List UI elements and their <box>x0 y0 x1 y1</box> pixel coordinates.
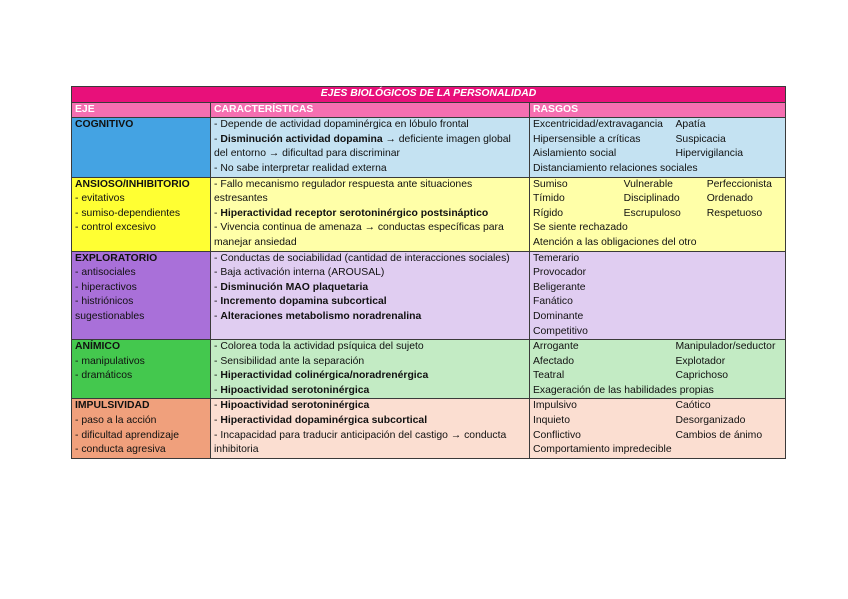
rasgo: Caprichoso <box>675 370 729 382</box>
caracteristica-item: - Hipoactividad serotoninérgica <box>214 384 370 396</box>
rasgo: Cambios de ánimo <box>675 429 763 441</box>
rasgo: Distanciamiento relaciones sociales <box>533 162 698 174</box>
eje-subtype: sugestionables <box>75 310 145 322</box>
eje-subtype: - sumiso-dependientes <box>75 207 181 219</box>
personality-axes-table <box>71 86 786 459</box>
caracteristica-item: - Disminución actividad dopamina → deficiente imagen global del entorno → dificultad para discriminar <box>214 133 511 160</box>
eje-cell <box>72 399 211 458</box>
rasgos-cell <box>530 251 786 340</box>
rasgo: Tímido <box>533 193 565 205</box>
rasgo: Manipulador/seductor <box>675 341 776 353</box>
rasgo: Ordenado <box>706 193 753 205</box>
eje-subtype: - histriónicos <box>75 296 134 308</box>
rasgo: Apatía <box>675 119 706 131</box>
caracteristica-item: - Hipoactividad serotoninérgica <box>214 400 370 412</box>
caracteristica-item: - Baja activación interna (AROUSAL) <box>214 267 385 279</box>
caracteristica-item: - Incapacidad para traducir anticipación del castigo → conducta inhibitoria <box>214 429 507 456</box>
eje-name: EXPLORATORIO <box>75 252 158 264</box>
rasgo: Hipervigilancia <box>675 148 744 160</box>
caracteristica-item: - Depende de actividad dopaminérgica en lóbulo frontal <box>214 119 469 131</box>
caracteristicas-cell <box>211 177 530 251</box>
rasgo: Atención a las obligaciones del otro <box>533 236 697 248</box>
caracteristica-item: - Fallo mecanismo regulador respuesta ante situaciones estresantes <box>214 178 473 205</box>
caracteristica-item: - Vivencia continua de amenaza → conductas específicas para manejar ansiedad <box>214 222 504 248</box>
rasgo: Explotador <box>675 355 726 367</box>
rasgo: Dominante <box>533 310 584 322</box>
eje-cell <box>72 340 211 399</box>
eje-subtype: - evitativos <box>75 193 125 205</box>
caracteristica-item: - Hiperactividad dopaminérgica subcortical <box>214 415 428 427</box>
caracteristica-item: - Alteraciones metabolismo noradrenalina <box>214 310 422 322</box>
rasgo: Suspicacia <box>675 133 726 145</box>
caracteristica-item: - Hiperactividad receptor serotoninérgico postsináptico <box>214 207 489 219</box>
rasgo: Impulsivo <box>533 400 577 412</box>
eje-name: ANSIOSO/INHIBITORIO <box>75 178 190 190</box>
rasgos-cell <box>530 340 786 399</box>
rasgo: Rígido <box>533 207 564 219</box>
eje-subtype: - manipulativos <box>75 355 145 367</box>
caracteristica-item: - Disminución MAO plaquetaria <box>214 281 369 293</box>
eje-subtype: - dramáticos <box>75 370 133 382</box>
rasgo: Perfeccionista <box>706 178 772 190</box>
rasgo: Fanático <box>533 296 573 308</box>
caracteristica-item: - Incremento dopamina subcortical <box>214 296 387 308</box>
rasgo: Beligerante <box>533 281 586 293</box>
rasgo: Respetuoso <box>706 207 763 219</box>
caracteristicas-cell <box>211 251 530 340</box>
rasgo: Caótico <box>675 400 711 412</box>
caracteristica-item: - Conductas de sociabilidad (cantidad de interacciones sociales) <box>214 252 510 264</box>
caracteristicas-cell <box>211 340 530 399</box>
rasgo: Vulnerable <box>623 178 673 190</box>
rasgo: Temerario <box>533 252 580 264</box>
caracteristica-item: - No sabe interpretar realidad externa <box>214 162 387 174</box>
rasgo: Aislamiento social <box>533 148 617 160</box>
rasgo: Inquieto <box>533 415 570 427</box>
caracteristicas-cell <box>211 399 530 458</box>
rasgo: Disciplinado <box>623 193 680 205</box>
header-caracteristicas: CARACTERÍSTICAS <box>211 102 530 118</box>
rasgo: Escrupuloso <box>623 207 681 219</box>
header-rasgos: RASGOS <box>530 102 786 118</box>
eje-cell <box>72 251 211 340</box>
eje-name: ANÍMICO <box>75 341 121 353</box>
eje-subtype: - hiperactivos <box>75 281 137 293</box>
eje-subtype: - conducta agresiva <box>75 444 166 456</box>
table-row <box>72 399 786 458</box>
eje-subtype: - paso a la acción <box>75 415 157 427</box>
rasgos-cell <box>530 118 786 177</box>
rasgo: Hipersensible a críticas <box>533 133 641 145</box>
caracteristicas-cell <box>211 118 530 177</box>
caracteristica-item: - Hiperactividad colinérgica/noradrenérgica <box>214 370 429 382</box>
rasgo: Conflictivo <box>533 429 581 441</box>
rasgo: Provocador <box>533 267 587 279</box>
eje-subtype: - antisociales <box>75 267 136 279</box>
table-row <box>72 177 786 251</box>
rasgo: Teatral <box>533 370 565 382</box>
rasgo: Arrogante <box>533 341 579 353</box>
table-title: EJES BIOLÓGICOS DE LA PERSONALIDAD <box>72 87 786 103</box>
rasgos-cell <box>530 177 786 251</box>
table-header-row <box>72 102 786 118</box>
rasgo: Desorganizado <box>675 415 746 427</box>
rasgo: Comportamiento impredecible <box>533 444 672 456</box>
eje-cell <box>72 118 211 177</box>
eje-name: IMPULSIVIDAD <box>75 400 150 412</box>
rasgo: Competitivo <box>533 325 588 337</box>
eje-cell <box>72 177 211 251</box>
rasgos-cell <box>530 399 786 458</box>
caracteristica-item: - Sensibilidad ante la separación <box>214 355 365 367</box>
header-eje: EJE <box>72 102 211 118</box>
rasgo: Sumiso <box>533 178 568 190</box>
rasgo: Afectado <box>533 355 575 367</box>
rasgo: Exageración de las habilidades propias <box>533 384 714 396</box>
rasgo: Se siente rechazado <box>533 222 628 234</box>
caracteristica-item: - Colorea toda la actividad psíquica del sujeto <box>214 341 424 353</box>
table-title-row <box>72 87 786 103</box>
table-row <box>72 251 786 340</box>
table-row <box>72 340 786 399</box>
eje-name: COGNITIVO <box>75 119 134 131</box>
table-row <box>72 118 786 177</box>
eje-subtype: - control excesivo <box>75 222 156 234</box>
eje-subtype: - dificultad aprendizaje <box>75 429 179 441</box>
rasgo: Excentricidad/extravagancia <box>533 119 663 131</box>
